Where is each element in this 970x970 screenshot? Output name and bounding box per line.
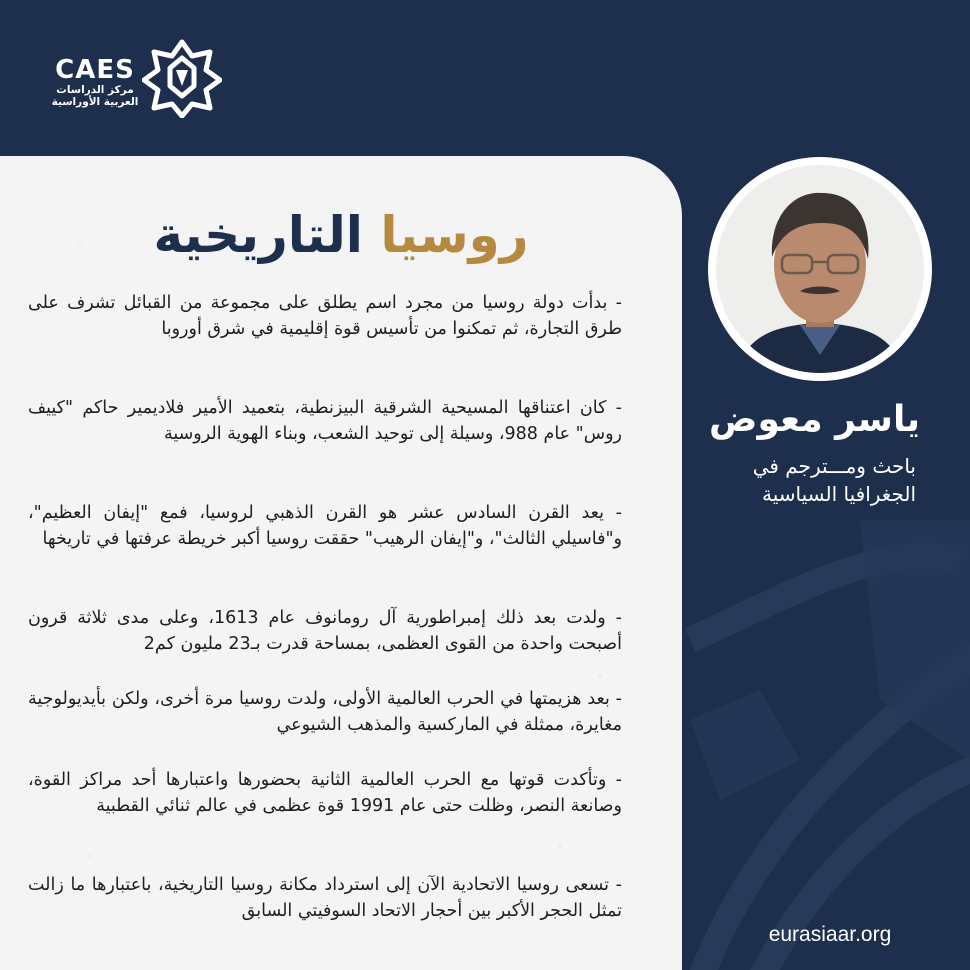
- website-link[interactable]: eurasiaar.org: [768, 923, 892, 946]
- paragraph-6: - وتأكدت قوتها مع الحرب العالمية الثانية بحضورها واعتبارها أحد مراكز القوة، وصانعة النصر، وظلت حتى عام 1991 قوة عظمى في عالم ثنائي القطبية: [28, 770, 622, 816]
- title-part-1: روسيا: [380, 206, 529, 264]
- logo-wordmark: [50, 56, 140, 108]
- author-role-line2: الجغرافيا السياسية: [762, 482, 916, 506]
- author-role-line1: باحث ومـــترجم في: [752, 454, 916, 478]
- author-role: [690, 452, 916, 508]
- page-title: [0, 200, 682, 270]
- paragraph-7: - تسعى روسيا الاتحادية الآن إلى استرداد مكانة روسيا التاريخية، باعتبارها ما زالت تمثل الحجر الأكبر بين أحجار الاتحاد السوفيتي السابق: [28, 875, 622, 921]
- star-emblem-icon: [142, 38, 222, 118]
- author-portrait: [716, 165, 924, 373]
- caes-logo[interactable]: [50, 38, 240, 128]
- logo-subtitle-line1: مركز الدراسات: [56, 84, 134, 96]
- avatar: [716, 165, 924, 373]
- paragraph-2: - كان اعتناقها المسيحية الشرقية البيزنطية، بتعميد الأمير فلاديمير حاكم "كييف روس" عام 988، وسيلة إلى توحيد الشعب، وبناء الهوية الروسية: [28, 398, 622, 444]
- paragraph-list: [28, 290, 622, 953]
- paragraph-5: - بعد هزيمتها في الحرب العالمية الأولى، ولدت روسيا مرة أخرى، ولكن بأيديولوجية مغايرة، ممثلة في الماركسية والمذهب الشيوعي: [28, 689, 622, 735]
- author-name: ياسر معوض: [709, 399, 920, 440]
- paragraph-4: - ولدت بعد ذلك إمبراطورية آل رومانوف عام 1613، وعلى مدى ثلاثة قرون أصبحت واحدة من القوى العظمى، بمساحة قدرت بـ23 مليون كم2: [28, 608, 622, 654]
- title-part-2: التاريخية: [153, 206, 363, 264]
- paragraph-1: - بدأت دولة روسيا من مجرد اسم يطلق على مجموعة من القبائل تشرف على طرق التجارة، ثم تمكنوا من تأسيس قوة إقليمية في شرق أوروبا: [28, 293, 622, 339]
- logo-caes-text: CAES: [55, 55, 135, 85]
- paragraph-3: - يعد القرن السادس عشر هو القرن الذهبي لروسيا، فمع "إيفان العظيم"، و"فاسيلي الثالث"، و"إيفان الرهيب" حققت روسيا أكبر خريطة عرفتها في تاريخها: [28, 503, 622, 549]
- logo-subtitle-line2: العربية الأوراسية: [51, 96, 139, 108]
